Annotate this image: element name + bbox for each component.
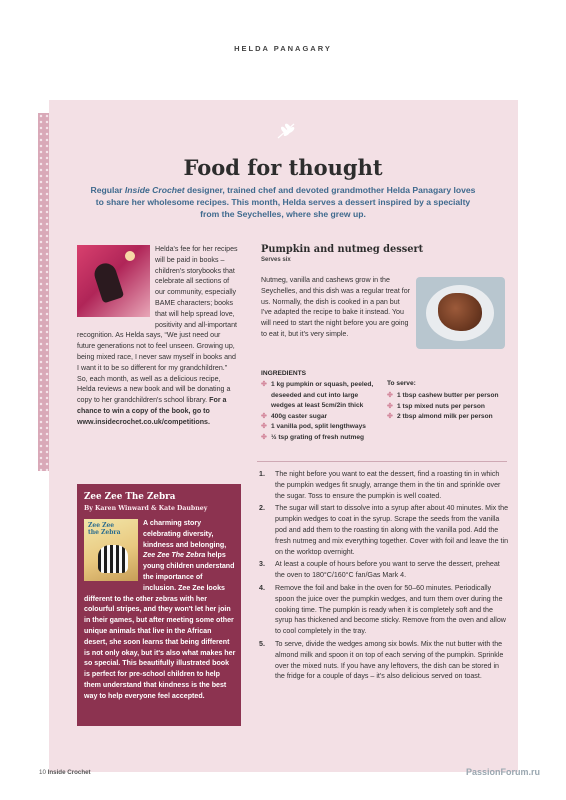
list-item: ✤ 400g caster sugar [261,412,376,423]
flower-bullet-icon: ✤ [387,402,393,410]
list-item: ✤ 1 tsp mixed nuts per person [387,402,515,413]
method-list [259,469,509,684]
ingredients-list [261,380,376,444]
recipe-title: Pumpkin and nutmeg dessert [261,244,424,255]
author-header: HELDA PANAGARY [234,44,332,53]
page-number: 10 [39,769,46,776]
list-item: ✤ 1 tbsp cashew butter per person [387,391,515,402]
flower-bullet-icon: ✤ [261,381,267,388]
magazine-name: Inside Crochet [124,185,185,195]
book-title: Zee Zee The Zebra [84,492,176,502]
method-step: 4. Remove the foil and bake in the oven for 50–60 minutes. Periodically spoon the juice over the pumpkin wedges, and turn them over during the cooking time. The pumpkin is ready when it is completely soft and the syrup has thickened and become sticky. Remove from the oven and allow to cool completely in the tray. [259,583,506,636]
recipe-intro: Nutmeg, vanilla and cashews grow in the Seychelles, and this dish was a regular treat for us. Normally, the dish is cooked in a pan but I've adapted the recipe to bake it instead. You will need to start the night before you are going to eat it, but it's very simple. [261,276,411,338]
list-item: ✤ 1 kg pumpkin or squash, peeled, deseeded and cut into large wedges at least 5cm/2in thick [261,381,374,410]
method-step: 3. At least a couple of hours before you want to serve the dessert, preheat the oven to 180°C/160°C fan/Gas Mark 4. [259,560,500,580]
book-authors: By Karen Winward & Kate Daubney [84,505,208,512]
leaf-ornament-icon [276,120,298,140]
page-footer [39,769,91,776]
list-item: ✤ 1 vanilla pod, split lengthways [261,422,376,433]
ingredients-heading: INGREDIENTS [261,370,307,377]
recipe-serves: Serves six [261,257,291,263]
dessert-photo [416,277,505,349]
book-review-text: A charming story celebrating diversity, kindness and belonging, Zee Zee The Zebra helps young children understand the importance of inclusion. Zee Zee looks different to the other zebras with her colourful stripes, and they won't let her join in their games, but after meeting some other unique animals that live in the African desert, she soon learns that being different is not only okay, but it's also what makes her so special. This beautifully illustrated book is perfect for pre-school children to help them understand that kindness is the best way to help everyone feel accepted. [84,519,236,700]
watermark: PassionForum.ru [466,767,541,777]
method-step: 2. The sugar will start to dissolve into a syrup after about 40 minutes. Mix the pumpkin wedges to coat in the syrup. Scrape the seeds from the vanilla pod and add them to the roasting tin along with the vanilla pod. Add the fresh nutmeg and mix everything together. Cover with foil and leave the tin on the worktop overnight. [259,504,509,556]
flower-bullet-icon: ✤ [261,423,267,431]
article-intro: Regular Inside Crochet designer, trained chef and devoted grandmother Helda Panagary loves to share her wholesome recipes. This month, Helda serves a dessert inspired by a specialty from the Seychelles, where she grew up. [90,185,476,219]
list-item: ✤ ½ tsp grating of fresh nutmeg [261,433,376,444]
helda-body: Helda's fee for her recipes will be paid in books – children's storybooks that celebrate all sections of our community, especially BAME characters; books that will help spread love, positivity and all-important recognition. As Helda says, “We just need our future generations not to feel unseen. Growing up, being mixed race, I never saw myself in books and I want it to be so different for my grandchildren.” So, each month, as well as a delicious recipe, Helda reviews a new book and will be donating a copy to her grandchildren's school library. [77,245,238,405]
competition-link[interactable]: For a chance to win a copy of the book, go to www.insidecrochet.co.uk/competitions. [77,396,227,426]
list-item: ✤ 2 tbsp almond milk per person [387,412,515,423]
flower-bullet-icon: ✤ [261,412,267,420]
helda-column [77,244,239,428]
to-serve-list [387,391,515,423]
to-serve-heading: To serve: [387,380,416,387]
flower-bullet-icon: ✤ [387,413,393,421]
article-title: Food for thought [183,155,383,180]
method-step: 5. To serve, divide the wedges among six bowls. Mix the nut butter with the almond milk and spoon it on top of each serving of the pumpkin. Sprinkle over the mixed nuts. If you have any leftovers, the dish can be stored in the fridge for a couple of days – it's also delicious served on toast. [259,639,504,681]
flower-bullet-icon: ✤ [261,433,267,441]
flower-bullet-icon: ✤ [387,392,393,399]
book-cover-image: Zee Zee the Zebra [84,519,138,581]
method-step: 1. The night before you want to eat the dessert, find a roasting tin in which the pumpkin wedges fit snugly, arrange them in the tin and sprinkle over the sugar. Toss to ensure the pumpkin is well coated. [259,470,501,500]
magazine-footer-name: Inside Crochet [47,769,91,776]
divider [257,461,507,462]
